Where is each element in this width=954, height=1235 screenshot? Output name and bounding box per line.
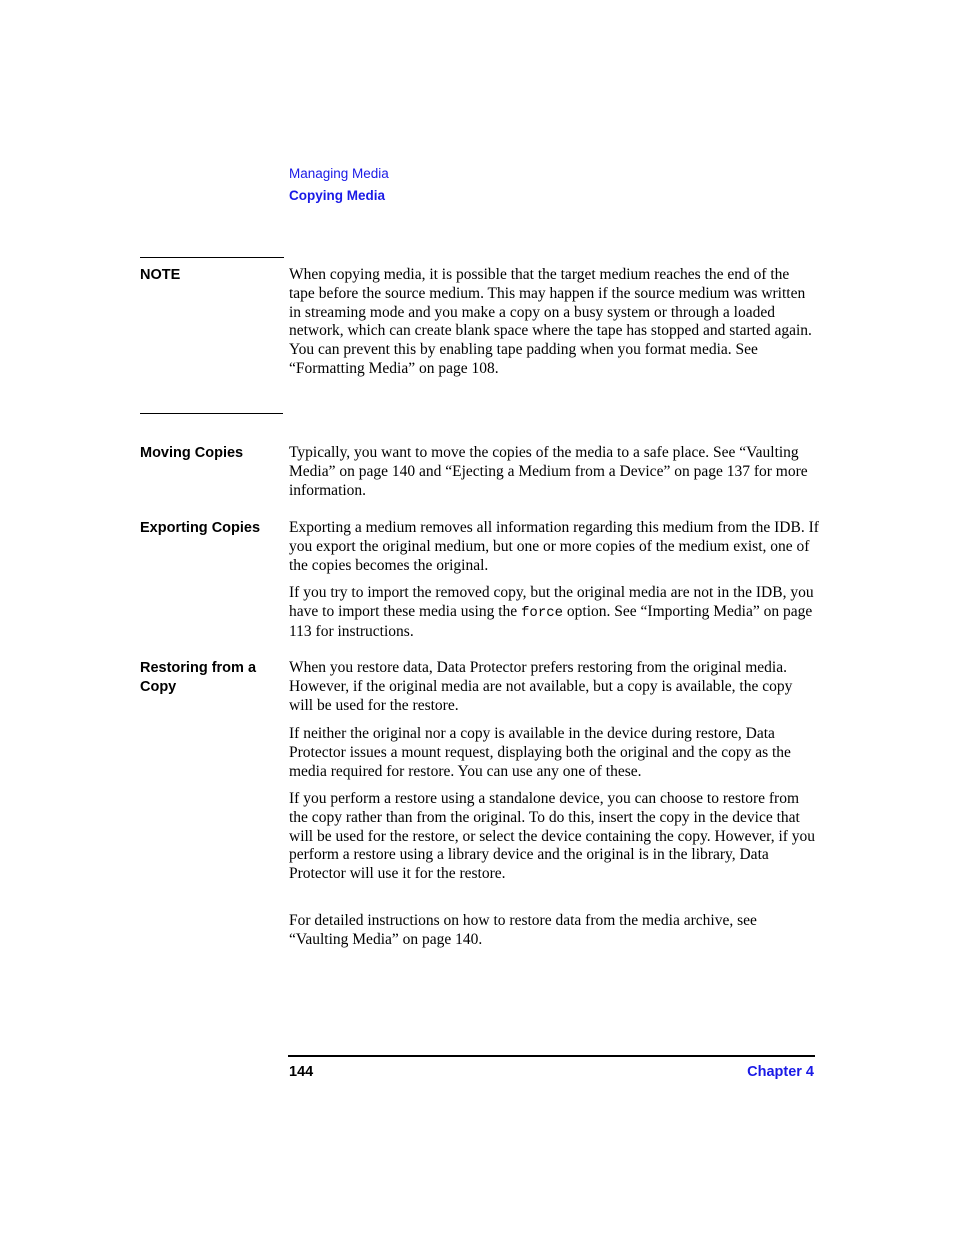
restoring-paragraph-1: When you restore data, Data Protector prefers restoring from the original media. However, if the original media are not available, but a copy is available, the copy will be used for the restore. — [289, 659, 793, 714]
restoring-paragraph-3: If you perform a restore using a standalone device, you can choose to restore from the copy rather than from the original. To do this, insert the copy in the device that will be used for the restore, or select the device containing the copy. However, if you perform a restore using a library device and the original is in the library, Data Protector will use it for the restore. — [289, 790, 816, 883]
exporting-p2-before: If you try to import the removed copy, but the original media are not in the IDB, you have to import these media using the — [289, 584, 814, 620]
exporting-copies-paragraph-2 — [289, 584, 819, 641]
restoring-heading-line-2: Copy — [140, 679, 177, 695]
moving-copies-heading: Moving Copies — [140, 445, 244, 461]
running-header-section: Managing Media — [289, 166, 389, 181]
restoring-heading-line-1: Restoring from a — [140, 660, 257, 676]
restoring-paragraph-2: If neither the original nor a copy is available in the device during restore, Data Protector issues a mount request, displaying both the original and the copy as the media required for restore. You can use any one of these. — [289, 725, 791, 780]
note-bottom-rule — [140, 413, 283, 414]
exporting-p2-after: option. See “Importing Media” on page 113 for instructions. — [289, 602, 813, 640]
running-header-subsection: Copying Media — [289, 188, 386, 203]
exporting-copies-paragraph-1: Exporting a medium removes all information regarding this medium from the IDB. If you export the original medium, but one or more copies of the medium exist, one of the copies becomes the original. — [289, 519, 819, 574]
note-label: NOTE — [140, 267, 181, 283]
page-number: 144 — [289, 1064, 314, 1080]
restoring-from-copy-heading — [140, 659, 280, 697]
note-text: When copying media, it is possible that the target medium reaches the end of the tape before the source medium. This may happen if the source medium was written in streaming mode and you make a copy on a busy system or through a loaded network, which can create blank space where the tape has stopped and started again. You can prevent this by enabling tape padding when you format media. See “Formatting Media” on page 108. — [289, 266, 812, 377]
chapter-label: Chapter 4 — [747, 1064, 814, 1080]
force-option-code: force — [521, 604, 564, 621]
footer-rule — [288, 1055, 815, 1057]
exporting-copies-heading: Exporting Copies — [140, 520, 261, 536]
restoring-paragraph-4: For detailed instructions on how to restore data from the media archive, see “Vaulting Media” on page 140. — [289, 912, 757, 948]
note-top-rule — [140, 257, 284, 258]
moving-copies-paragraph: Typically, you want to move the copies of the media to a safe place. See “Vaulting Media” on page 140 and “Ejecting a Medium from a Device” on page 137 for more information. — [289, 444, 808, 499]
